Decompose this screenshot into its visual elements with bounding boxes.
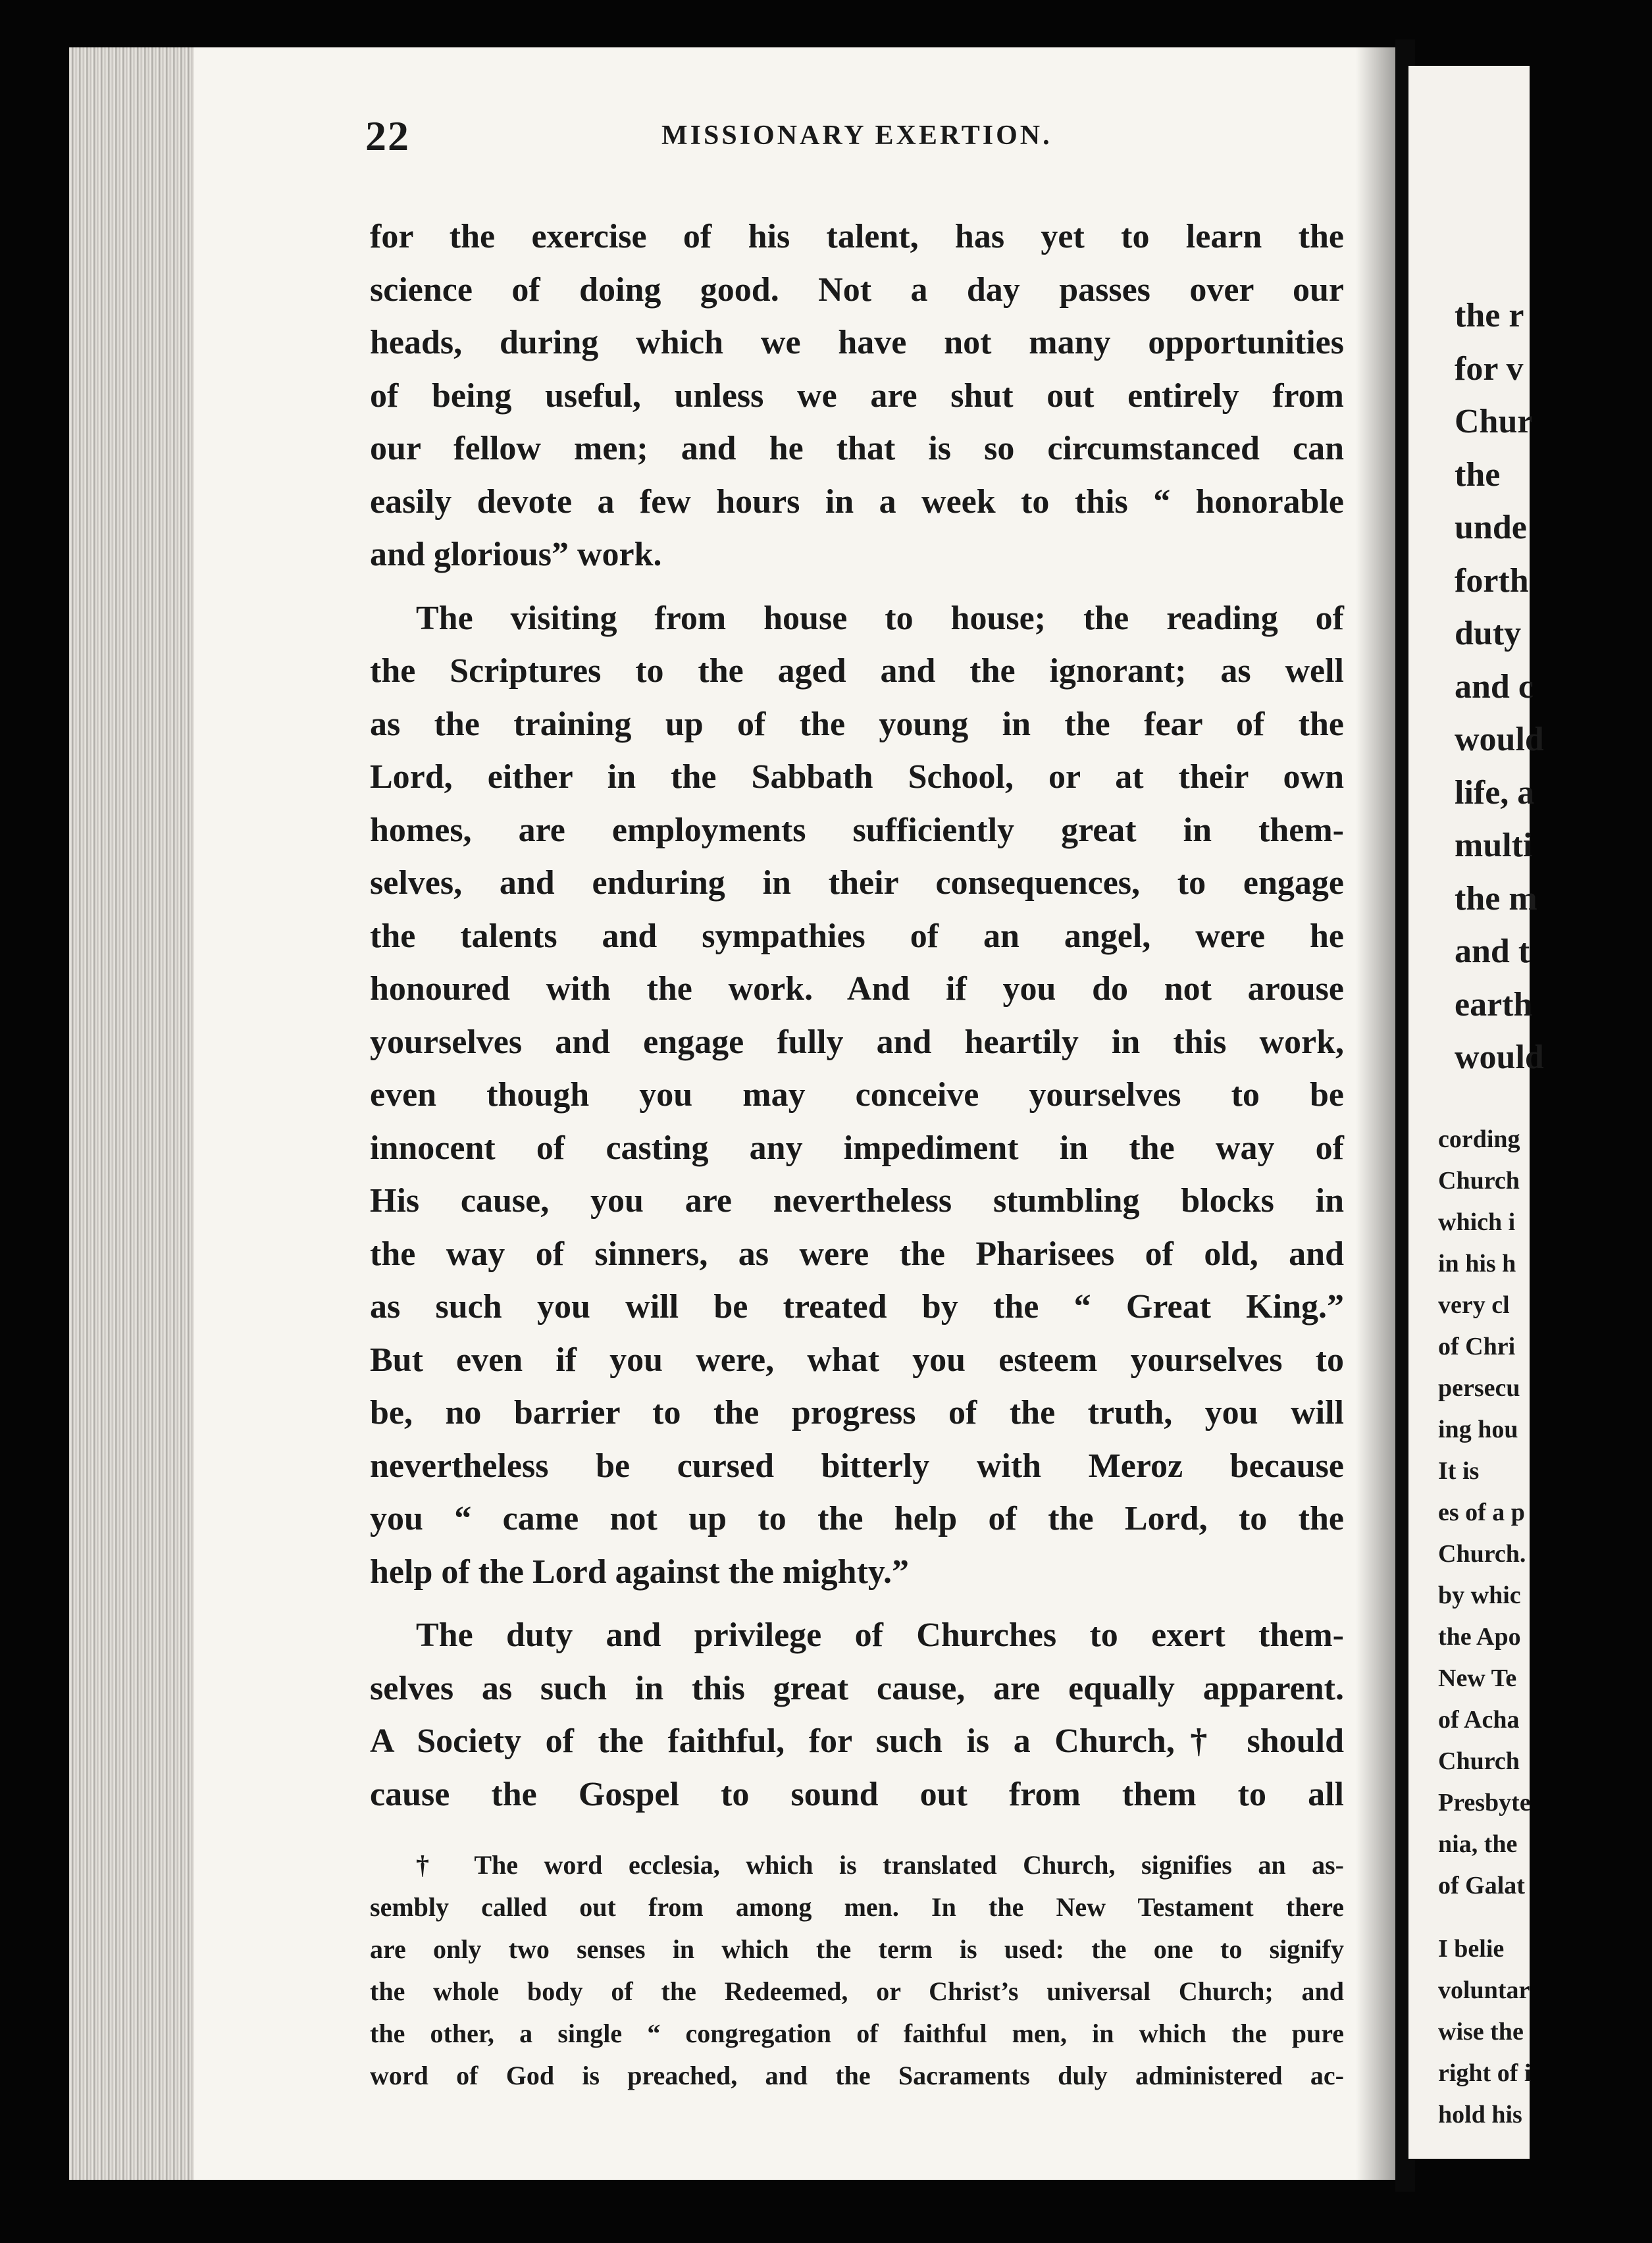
right-page-body <box>1455 290 1652 1085</box>
body-line: and glorious” work. <box>370 536 662 573</box>
body-line: for the exercise of his talent, has yet to learn the <box>370 218 1344 255</box>
right-body-line: and t <box>1455 933 1530 970</box>
right-page-fragment <box>1408 66 1544 2159</box>
body-line: His cause, you are nevertheless stumbling blocks in <box>370 1182 1344 1220</box>
right-body-line: earth <box>1455 985 1533 1023</box>
right-body-line: would <box>1455 1039 1544 1076</box>
body-line: the Scriptures to the aged and the ignorant; as well <box>370 652 1344 690</box>
body-line: nevertheless be cursed bitterly with Meroz because <box>370 1447 1344 1485</box>
body-line: A Society of the faithful, for such is a Church,† should <box>370 1722 1344 1760</box>
body-line: the talents and sympathies of an angel, were he <box>370 917 1344 955</box>
footnote-line: word of God is preached, and the Sacraments duly administered ac- <box>370 2061 1344 2090</box>
body-line: The visiting from house to house; the reading of <box>416 599 1344 637</box>
right-foot-line: of Chri <box>1438 1333 1516 1360</box>
right-body-line: the m <box>1455 879 1537 917</box>
right-foot-line: wise the <box>1438 2018 1524 2046</box>
footnote-line: the whole body of the Redeemed, or Christ’s universal Church; and <box>370 1976 1344 2006</box>
footnote <box>370 1844 1344 2097</box>
right-foot-line: Presbyte <box>1438 1789 1531 1817</box>
right-foot-line: It is <box>1438 1457 1480 1485</box>
right-page-footnote <box>1438 1119 1636 1907</box>
footnote-line: the other, a single “ congregation of faithful men, in which the pure <box>370 2019 1344 2048</box>
body-line: Lord, either in the Sabbath School, or at their own <box>370 758 1344 796</box>
right-foot-line: the Apo <box>1438 1623 1521 1651</box>
body-line: help of the Lord against the mighty.” <box>370 1553 910 1591</box>
running-head <box>365 112 1339 158</box>
right-body-line: forth <box>1455 561 1529 600</box>
body-line: as such you will be treated by the “ Great King.” <box>370 1288 1344 1326</box>
body-line: yourselves and engage fully and heartily in this work, <box>370 1023 1344 1061</box>
right-body-line: would <box>1455 721 1544 758</box>
page-curl-shadow <box>1356 47 1395 2180</box>
body-line: honoured with the work. And if you do not arouse <box>370 970 1344 1008</box>
right-body-line: unde <box>1455 509 1527 546</box>
body-line: of being useful, unless we are shut out entirely from <box>370 376 1344 415</box>
body-line: selves as such in this great cause, are equally apparent. <box>370 1669 1344 1707</box>
page-edge-texture <box>69 47 194 2180</box>
right-foot-line: cording <box>1438 1125 1520 1153</box>
right-body-line: the <box>1455 455 1501 494</box>
right-foot-line: ing hou <box>1438 1416 1518 1443</box>
right-foot-line: Church <box>1438 1167 1520 1195</box>
body-line: be, no barrier to the progress of the truth, you will <box>370 1394 1344 1431</box>
right-foot-line: persecu <box>1438 1374 1520 1402</box>
right-body-line: Chur <box>1455 403 1533 440</box>
right-foot-line: in his h <box>1438 1250 1516 1277</box>
right-foot-line: voluntar <box>1438 1976 1530 2004</box>
right-foot-line: Church <box>1438 1747 1520 1775</box>
body-line: you “ came not up to the help of the Lord, to the <box>370 1500 1344 1537</box>
right-body-line: life, a <box>1455 773 1535 812</box>
body-line: innocent of casting any impediment in the way of <box>370 1129 1344 1167</box>
right-foot-line: by whic <box>1438 1582 1521 1609</box>
right-foot-line: nia, the <box>1438 1830 1518 1858</box>
right-foot-line: which i <box>1438 1208 1516 1236</box>
right-foot-line: I belie <box>1438 1935 1505 1963</box>
right-body-line: for v <box>1455 349 1524 388</box>
right-foot-line: hold his <box>1438 2101 1522 2128</box>
body-line: science of doing good. Not a day passes over our <box>370 271 1344 309</box>
footnote-line: sembly called out from among men. In the New Testament there <box>370 1892 1344 1922</box>
right-foot-line: of Acha <box>1438 1706 1520 1734</box>
body-line: easily devote a few hours in a week to this “ honorable <box>370 482 1344 521</box>
right-page-footnote-2 <box>1438 1928 1636 2136</box>
right-foot-line: New Te <box>1438 1664 1517 1692</box>
right-body-line: and c <box>1455 667 1534 706</box>
body-line: heads, during which we have not many opportunities <box>370 324 1344 361</box>
body-line: cause the Gospel to sound out from them to all <box>370 1775 1344 1813</box>
body-line: selves, and enduring in their consequences, to engage <box>370 864 1344 902</box>
body-line: But even if you were, what you esteem yourselves to <box>370 1341 1344 1379</box>
body-line: homes, are employments sufficiently great in them- <box>370 811 1344 849</box>
right-foot-line: es of a p <box>1438 1499 1525 1526</box>
right-foot-line: right of i <box>1438 2059 1532 2087</box>
body-text <box>370 211 1344 1821</box>
right-body-line: multi <box>1455 827 1533 864</box>
body-line: as the training up of the young in the fear of the <box>370 705 1344 743</box>
body-line: The duty and privilege of Churches to exert them- <box>416 1616 1344 1654</box>
body-line: even though you may conceive yourselves to be <box>370 1076 1344 1114</box>
right-body-line: the r <box>1455 297 1524 334</box>
page-number: 22 <box>365 113 410 159</box>
footnote-line: are only two senses in which the term is used: the one to signify <box>370 1934 1344 1964</box>
body-line: our fellow men; and he that is so circumstanced can <box>370 430 1344 467</box>
right-foot-line: very cl <box>1438 1291 1510 1319</box>
right-foot-line: of Galat <box>1438 1872 1525 1899</box>
footnote-line: † The word ecclesia, which is translated Church, signifies an as- <box>416 1850 1344 1880</box>
running-title: MISSIONARY EXERTION. <box>661 120 1052 151</box>
right-body-line: duty <box>1455 615 1522 652</box>
right-foot-line: Church. <box>1438 1540 1526 1568</box>
body-line: the way of sinners, as were the Pharisees of old, and <box>370 1235 1344 1273</box>
